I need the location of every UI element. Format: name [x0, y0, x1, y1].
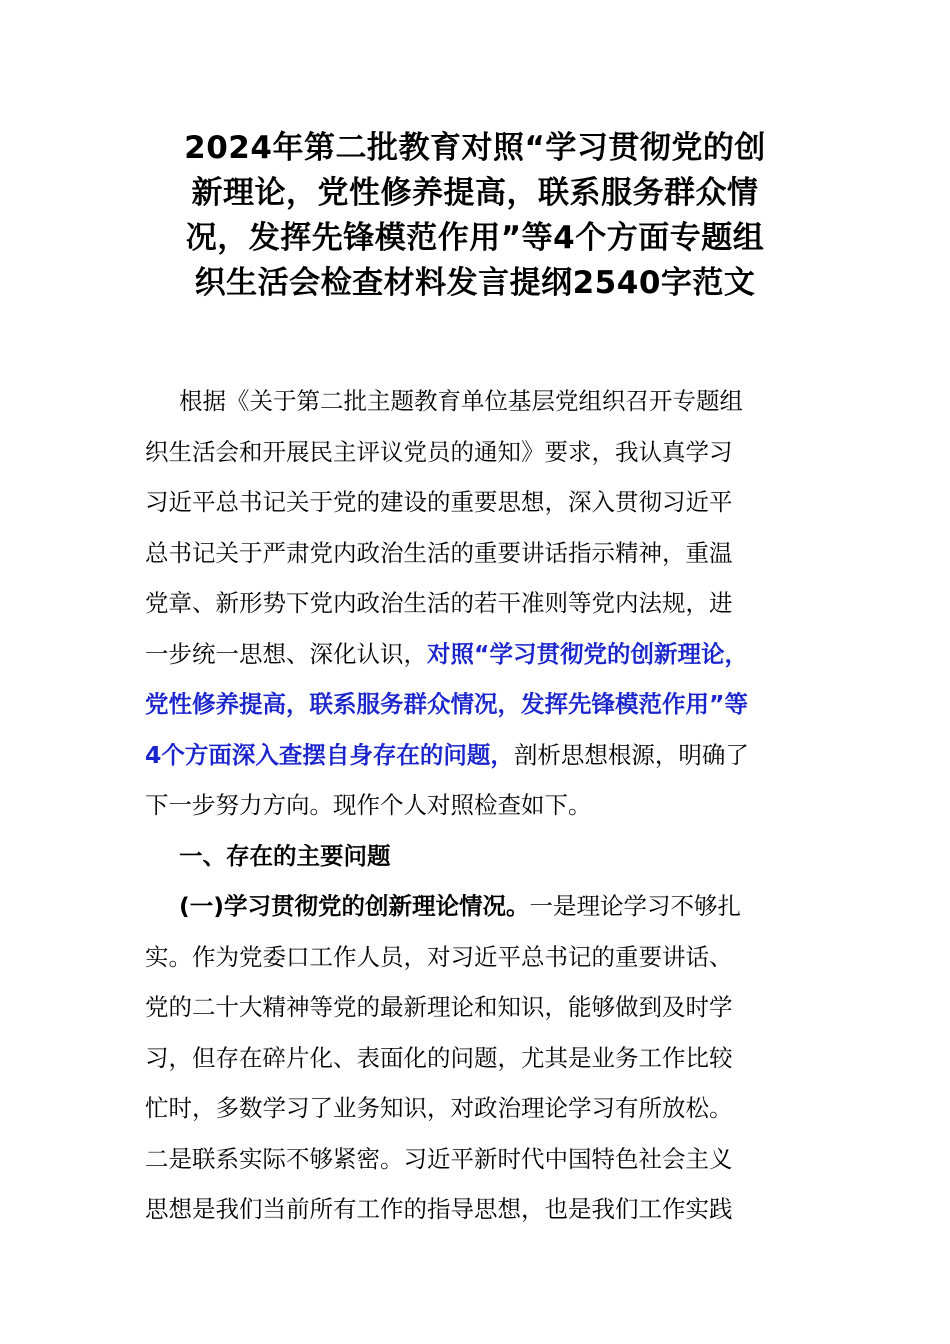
title-line-2: 新理论，党性修养提高，联系服务群众情: [191, 175, 759, 211]
section-heading: 一、存在的主要问题: [179, 841, 391, 870]
section-paragraph-line: 忙时，多数学习了业务知识，对政治理论学习有所放松。: [145, 1094, 733, 1122]
sub-heading: (一)学习贯彻党的创新理论情况。: [179, 892, 530, 920]
intro-paragraph-line: 总书记关于严肃党内政治生活的重要讲话指示精神，重温: [145, 538, 733, 567]
intro-highlight-text: 4个方面深入查摆自身存在的问题，: [145, 740, 514, 769]
intro-paragraph-line: [145, 629, 815, 680]
section-paragraph-line: (一)学习贯彻党的创新理论情况。一是理论学习不够扎: [179, 892, 741, 920]
title-line-4: 织生活会检查材料发言提纲2540字范文: [194, 265, 756, 301]
document-body: [145, 376, 815, 1235]
intro-paragraph-line: 党章、新形势下党内政治生活的若干准则等党内法规，进: [145, 589, 733, 617]
document-title: [140, 126, 810, 306]
intro-plain-text: 剖析思想根源，明确了: [513, 740, 749, 769]
title-line-3: 况，发挥先锋模范作用”等4个方面专题组: [185, 220, 765, 256]
title-line-1: 2024年第二批教育对照“学习贯彻党的创: [184, 130, 766, 166]
section-paragraph-line: 党的二十大精神等党的最新理论和知识，能够做到及时学: [145, 993, 733, 1021]
intro-highlight-line: 党性修养提高，联系服务群众情况，发挥先锋模范作用”等: [145, 690, 748, 718]
section-paragraph-line: 实。作为党委口工作人员，对习近平总书记的重要讲话、: [145, 942, 733, 971]
intro-paragraph-line: 织生活会和开展民主评议党员的通知》要求，我认真学习: [145, 437, 733, 466]
intro-paragraph-line: 根据《关于第二批主题教育单位基层党组织召开专题组: [179, 387, 743, 415]
intro-paragraph-line: 习近平总书记关于党的建设的重要思想，深入贯彻习近平: [145, 488, 733, 516]
section-paragraph-line: 二是联系实际不够紧密。习近平新时代中国特色社会主义: [145, 1144, 733, 1173]
intro-paragraph-line: [145, 730, 815, 781]
section-paragraph-line: 思想是我们当前所有工作的指导思想，也是我们工作实践: [145, 1195, 733, 1223]
section-paragraph-line: 习，但存在碎片化、表面化的问题，尤其是业务工作比较: [145, 1043, 733, 1072]
intro-paragraph-line: 下一步努力方向。现作个人对照检查如下。: [145, 791, 592, 819]
intro-plain-text: 一步统一思想、深化认识，: [145, 639, 427, 668]
intro-highlight-text: 对照“学习贯彻党的创新理论，: [427, 639, 748, 668]
